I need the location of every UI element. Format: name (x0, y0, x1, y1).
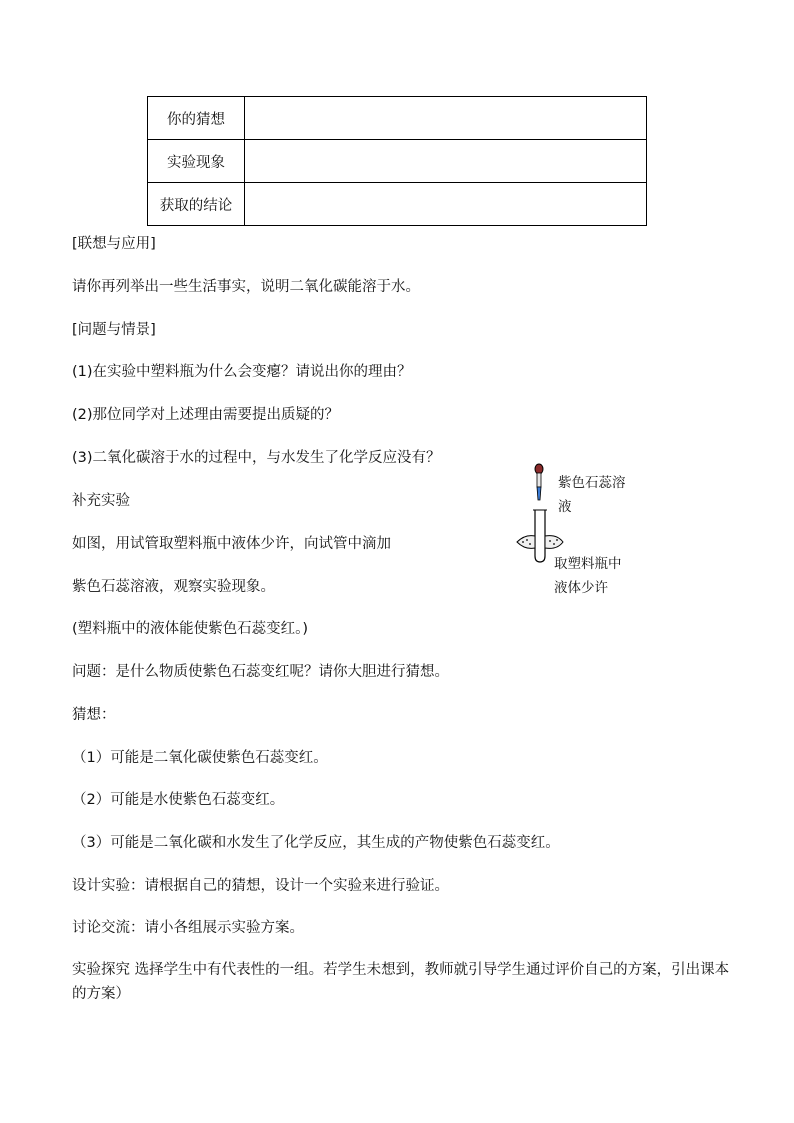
table-row (148, 140, 647, 183)
supplement-heading: 补充实验 (72, 493, 130, 509)
heading-problem: [问题与情景] (72, 322, 156, 338)
table-row (148, 183, 647, 226)
liquid-plate-icon (517, 536, 563, 549)
question-line: 问题：是什么物质使紫色石蕊变红呢？请你大胆进行猜想。 (72, 664, 449, 680)
tube-label-line-1: 取塑料瓶中 (554, 556, 622, 572)
dropper-label-line-1: 紫色石蕊溶 (558, 475, 626, 491)
design-experiment: 设计实验：请根据自己的猜想，设计一个实验来进行验证。 (72, 878, 449, 894)
guess-heading: 猜想： (72, 707, 116, 723)
table-row-label: 实验现象 (148, 140, 245, 183)
question-1: (1)在实验中塑料瓶为什么会变瘪？请说出你的理由？ (72, 364, 412, 380)
guess-1: （1）可能是二氧化碳使紫色石蕊变红。 (72, 750, 328, 766)
heading-association: [联想与应用] (72, 236, 156, 252)
guess-2: （2）可能是水使紫色石蕊变红。 (72, 792, 285, 808)
supplement-line-1: 如图，用试管取塑料瓶中液体少许，向试管中滴加 (72, 536, 391, 552)
question-2: (2)那位同学对上述理由需要提出质疑的？ (72, 407, 340, 423)
guess-3: （3）可能是二氧化碳和水发生了化学反应，其生成的产物使紫色石蕊变红。 (72, 835, 560, 851)
supplement-line-2: 紫色石蕊溶液，观察实验现象。 (72, 579, 275, 595)
table-row-label: 获取的结论 (148, 183, 245, 226)
experiment-explore: 实验探究 选择学生中有代表性的一组。若学生未想到，教师就引导学生通过评价自己的方案，引出课本的方案） (72, 962, 730, 1002)
table-row-value[interactable] (245, 183, 647, 226)
result-note: (塑料瓶中的液体能使紫色石蕊变红。) (72, 621, 309, 637)
table-row-label: 你的猜想 (148, 97, 245, 140)
tube-label-line-2: 液体少许 (554, 580, 608, 596)
table-row (148, 97, 647, 140)
table-row-value[interactable] (245, 140, 647, 183)
table-row-value[interactable] (245, 97, 647, 140)
discuss-exchange: 讨论交流：请小各组展示实验方案。 (72, 920, 304, 936)
dropper-icon (535, 464, 543, 500)
dropper-label-line-2: 液 (558, 499, 572, 515)
observation-table (147, 96, 647, 226)
association-prompt: 请你再列举出一些生活事实，说明二氧化碳能溶于水。 (72, 279, 420, 295)
question-3: (3)二氧化碳溶于水的过程中，与水发生了化学反应没有？ (72, 450, 441, 466)
